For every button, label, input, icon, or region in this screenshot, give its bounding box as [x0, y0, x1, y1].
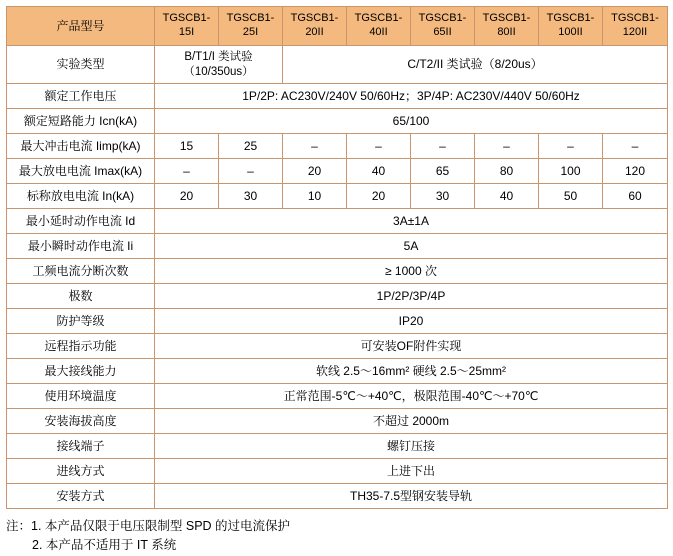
row-5-cell-6: 50	[539, 184, 603, 209]
row-11-value: 可安装OF附件实现	[155, 334, 668, 359]
row-4-cell-6: 100	[539, 159, 603, 184]
footnotes	[0, 509, 673, 556]
row-5-cell-4: 30	[411, 184, 475, 209]
footnote-line-2	[6, 536, 673, 555]
table-row	[7, 259, 668, 284]
row-label-0: 实验类型	[7, 46, 155, 84]
header-model-2	[283, 7, 347, 46]
header-model-4	[411, 7, 475, 46]
row-4-cell-1: –	[219, 159, 283, 184]
row-4-cell-5: 80	[475, 159, 539, 184]
row-label-7: 最小瞬时动作电流 Ii	[7, 234, 155, 259]
row-10-value: IP20	[155, 309, 668, 334]
row-label-16: 进线方式	[7, 459, 155, 484]
model-name-3: TGSCB1-40II	[354, 12, 403, 38]
row-label-12: 最大接线能力	[7, 359, 155, 384]
model-name-7: TGSCB1-120II	[611, 12, 659, 38]
header-model-7	[603, 7, 668, 46]
table-row	[7, 234, 668, 259]
row-13-value: 正常范围-5℃～+40℃，极限范围-40℃～+70℃	[155, 384, 668, 409]
footnote-line-1	[6, 517, 673, 536]
product-spec-table	[6, 6, 668, 509]
table-header-row	[7, 7, 668, 46]
table-row	[7, 334, 668, 359]
header-model-6	[539, 7, 603, 46]
table-row	[7, 84, 668, 109]
row-label-9: 极数	[7, 284, 155, 309]
row-3-cell-0: 15	[155, 134, 219, 159]
table-row	[7, 209, 668, 234]
table-row	[7, 484, 668, 509]
row-label-10: 防护等级	[7, 309, 155, 334]
footnote-item-2: 2. 本产品不适用于 IT 系统	[32, 538, 177, 553]
row-label-8: 工频电流分断次数	[7, 259, 155, 284]
footnote-item-1: 1. 本产品仅限于电压限制型 SPD 的过电流保护	[31, 519, 291, 533]
row-label-14: 安装海拔高度	[7, 409, 155, 434]
row-0-left-line2: （10/350us）	[183, 65, 254, 78]
row-3-cell-6: –	[539, 134, 603, 159]
row-3-cell-5: –	[475, 134, 539, 159]
header-model-3	[347, 7, 411, 46]
model-name-5: TGSCB1-80II	[482, 12, 531, 38]
model-name-6: TGSCB1-100II	[546, 12, 595, 38]
footnote-prefix: 注：	[6, 519, 32, 533]
model-name-2: TGSCB1-20II	[290, 12, 339, 38]
row-4-cell-0: –	[155, 159, 219, 184]
row-17-value: TH35-7.5型钢安装导轨	[155, 484, 668, 509]
row-5-cell-5: 40	[475, 184, 539, 209]
row-2-value: 65/100	[155, 109, 668, 134]
row-7-value: 5A	[155, 234, 668, 259]
row-label-4: 最大放电电流 Imax(kA)	[7, 159, 155, 184]
table-row	[7, 134, 668, 159]
row-4-cell-2: 20	[283, 159, 347, 184]
table-row	[7, 309, 668, 334]
row-label-5: 标称放电电流 In(kA)	[7, 184, 155, 209]
row-0-right-value: C/T2/II 类试验（8/20us）	[283, 46, 668, 84]
row-12-value: 软线 2.5～16mm² 硬线 2.5～25mm²	[155, 359, 668, 384]
table-row	[7, 109, 668, 134]
table-row	[7, 359, 668, 384]
model-name-4: TGSCB1-65II	[418, 12, 467, 38]
row-label-11: 远程指示功能	[7, 334, 155, 359]
row-3-cell-4: –	[411, 134, 475, 159]
table-row	[7, 46, 668, 84]
row-3-cell-2: –	[283, 134, 347, 159]
row-3-cell-1: 25	[219, 134, 283, 159]
row-5-cell-3: 20	[347, 184, 411, 209]
row-1-value: 1P/2P: AC230V/240V 50/60Hz；3P/4P: AC230V/440V 50/60Hz	[155, 84, 668, 109]
row-label-13: 使用环境温度	[7, 384, 155, 409]
row-15-value: 螺钉压接	[155, 434, 668, 459]
row-14-value: 不超过 2000m	[155, 409, 668, 434]
row-5-cell-7: 60	[603, 184, 668, 209]
row-9-value: 1P/2P/3P/4P	[155, 284, 668, 309]
table-row	[7, 459, 668, 484]
row-label-6: 最小延时动作电流 Id	[7, 209, 155, 234]
row-3-cell-7: –	[603, 134, 668, 159]
header-model-1	[219, 7, 283, 46]
table-row	[7, 434, 668, 459]
table-row	[7, 184, 668, 209]
row-8-value: ≥ 1000 次	[155, 259, 668, 284]
row-4-cell-3: 40	[347, 159, 411, 184]
row-3-cell-3: –	[347, 134, 411, 159]
table-body	[7, 46, 668, 509]
row-16-value: 上进下出	[155, 459, 668, 484]
row-label-3: 最大冲击电流 Iimp(kA)	[7, 134, 155, 159]
row-4-cell-4: 65	[411, 159, 475, 184]
model-name-1: TGSCB1-25I	[226, 12, 275, 38]
row-5-cell-2: 10	[283, 184, 347, 209]
row-5-cell-1: 30	[219, 184, 283, 209]
row-label-15: 接线端子	[7, 434, 155, 459]
row-label-1: 额定工作电压	[7, 84, 155, 109]
row-0-left-value	[155, 46, 283, 84]
row-label-2: 额定短路能力 Icn(kA)	[7, 109, 155, 134]
row-0-left-line1: B/T1/I 类试验	[184, 51, 253, 64]
header-model-5	[475, 7, 539, 46]
row-label-17: 安装方式	[7, 484, 155, 509]
table-row	[7, 159, 668, 184]
header-product-model: 产品型号	[7, 7, 155, 46]
row-5-cell-0: 20	[155, 184, 219, 209]
table-row	[7, 409, 668, 434]
row-4-cell-7: 120	[603, 159, 668, 184]
table-row	[7, 384, 668, 409]
model-name-0: TGSCB1-15I	[162, 12, 211, 38]
row-6-value: 3A±1A	[155, 209, 668, 234]
header-model-0	[155, 7, 219, 46]
table-row	[7, 284, 668, 309]
